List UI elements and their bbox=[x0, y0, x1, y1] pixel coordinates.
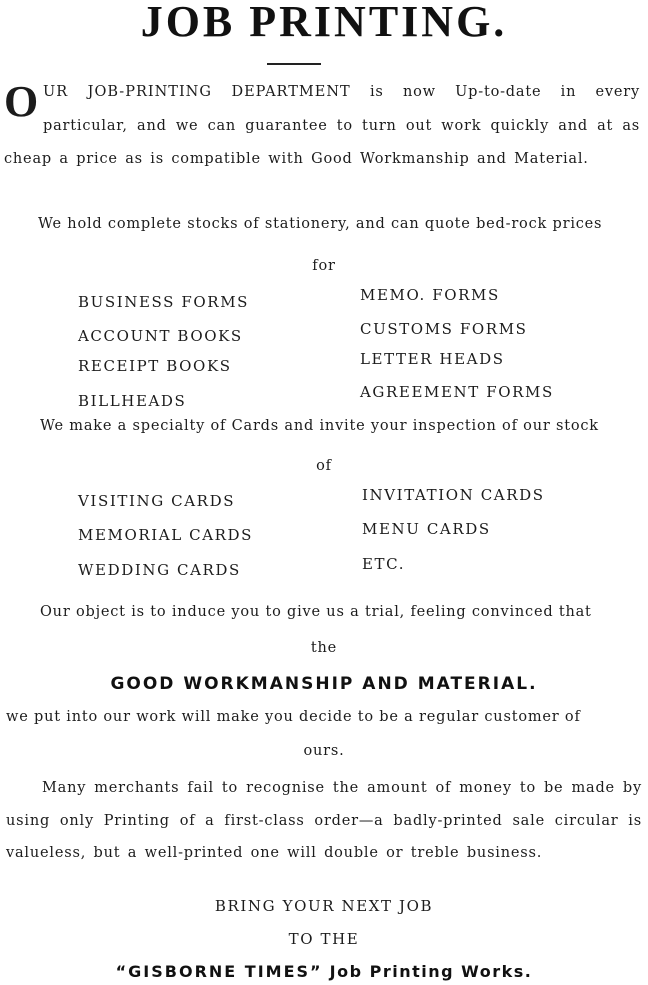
intro-paragraph bbox=[4, 76, 640, 177]
object-ours: ours. bbox=[303, 743, 345, 759]
merchants-paragraph: Many merchants fail to recognise the amount of money to be made by using only Printing of a first-class order—a badly-printed sale circular is valueless, but a well-printed one will double or treble business. bbox=[6, 780, 642, 861]
object-text-2: we put into our work will make you decide to be a regular customer of bbox=[6, 709, 581, 725]
object-the: the bbox=[310, 640, 338, 656]
stationery-item: LETTER HEADS bbox=[360, 350, 505, 368]
stationery-item: BILLHEADS bbox=[78, 392, 187, 410]
stationery-item: CUSTOMS FORMS bbox=[360, 320, 528, 338]
card-item: INVITATION CARDS bbox=[362, 486, 545, 504]
works-name: Job Printing Works. bbox=[329, 962, 533, 981]
drop-cap: O bbox=[4, 77, 40, 126]
stationery-item: RECEIPT BOOKS bbox=[78, 357, 232, 375]
card-item: MEMORIAL CARDS bbox=[78, 526, 254, 544]
cards-intro: We make a specialty of Cards and invite your inspection of our stock bbox=[40, 418, 599, 434]
newspaper-name: “GISBORNE TIMES” bbox=[115, 962, 323, 981]
cards-of: of bbox=[316, 458, 332, 474]
closing-line-2: TO THE bbox=[288, 930, 360, 948]
stock-intro: We hold complete stocks of stationery, and can quote bed-rock prices bbox=[38, 216, 603, 232]
intro-lead: UR JOB-PRINTING DEPARTMENT bbox=[43, 84, 351, 100]
card-item: VISITING CARDS bbox=[78, 492, 236, 510]
stock-for: for bbox=[312, 258, 336, 274]
headline: GOOD WORKMANSHIP AND MATERIAL. bbox=[110, 674, 538, 694]
stationery-item: MEMO. FORMS bbox=[360, 286, 500, 304]
intro-text: is now Up-to-date in every particular, and we can guarantee to turn out work quickly and at as cheap a price as is compatible with Good Workmanship and Material. bbox=[4, 84, 640, 167]
closing-line-1: BRING YOUR NEXT JOB bbox=[214, 897, 434, 915]
card-item: ETC. bbox=[362, 555, 406, 573]
card-item: MENU CARDS bbox=[362, 520, 491, 538]
stationery-item: AGREEMENT FORMS bbox=[360, 383, 554, 401]
card-item: WEDDING CARDS bbox=[78, 561, 241, 579]
object-text: Our object is to induce you to give us a trial, feeling convinced that bbox=[40, 604, 592, 620]
stationery-item: ACCOUNT BOOKS bbox=[78, 327, 243, 345]
title-divider bbox=[267, 63, 321, 65]
footer-business-name bbox=[0, 962, 648, 981]
page-title: JOB PRINTING. bbox=[140, 0, 508, 46]
stationery-item: BUSINESS FORMS bbox=[78, 293, 250, 311]
